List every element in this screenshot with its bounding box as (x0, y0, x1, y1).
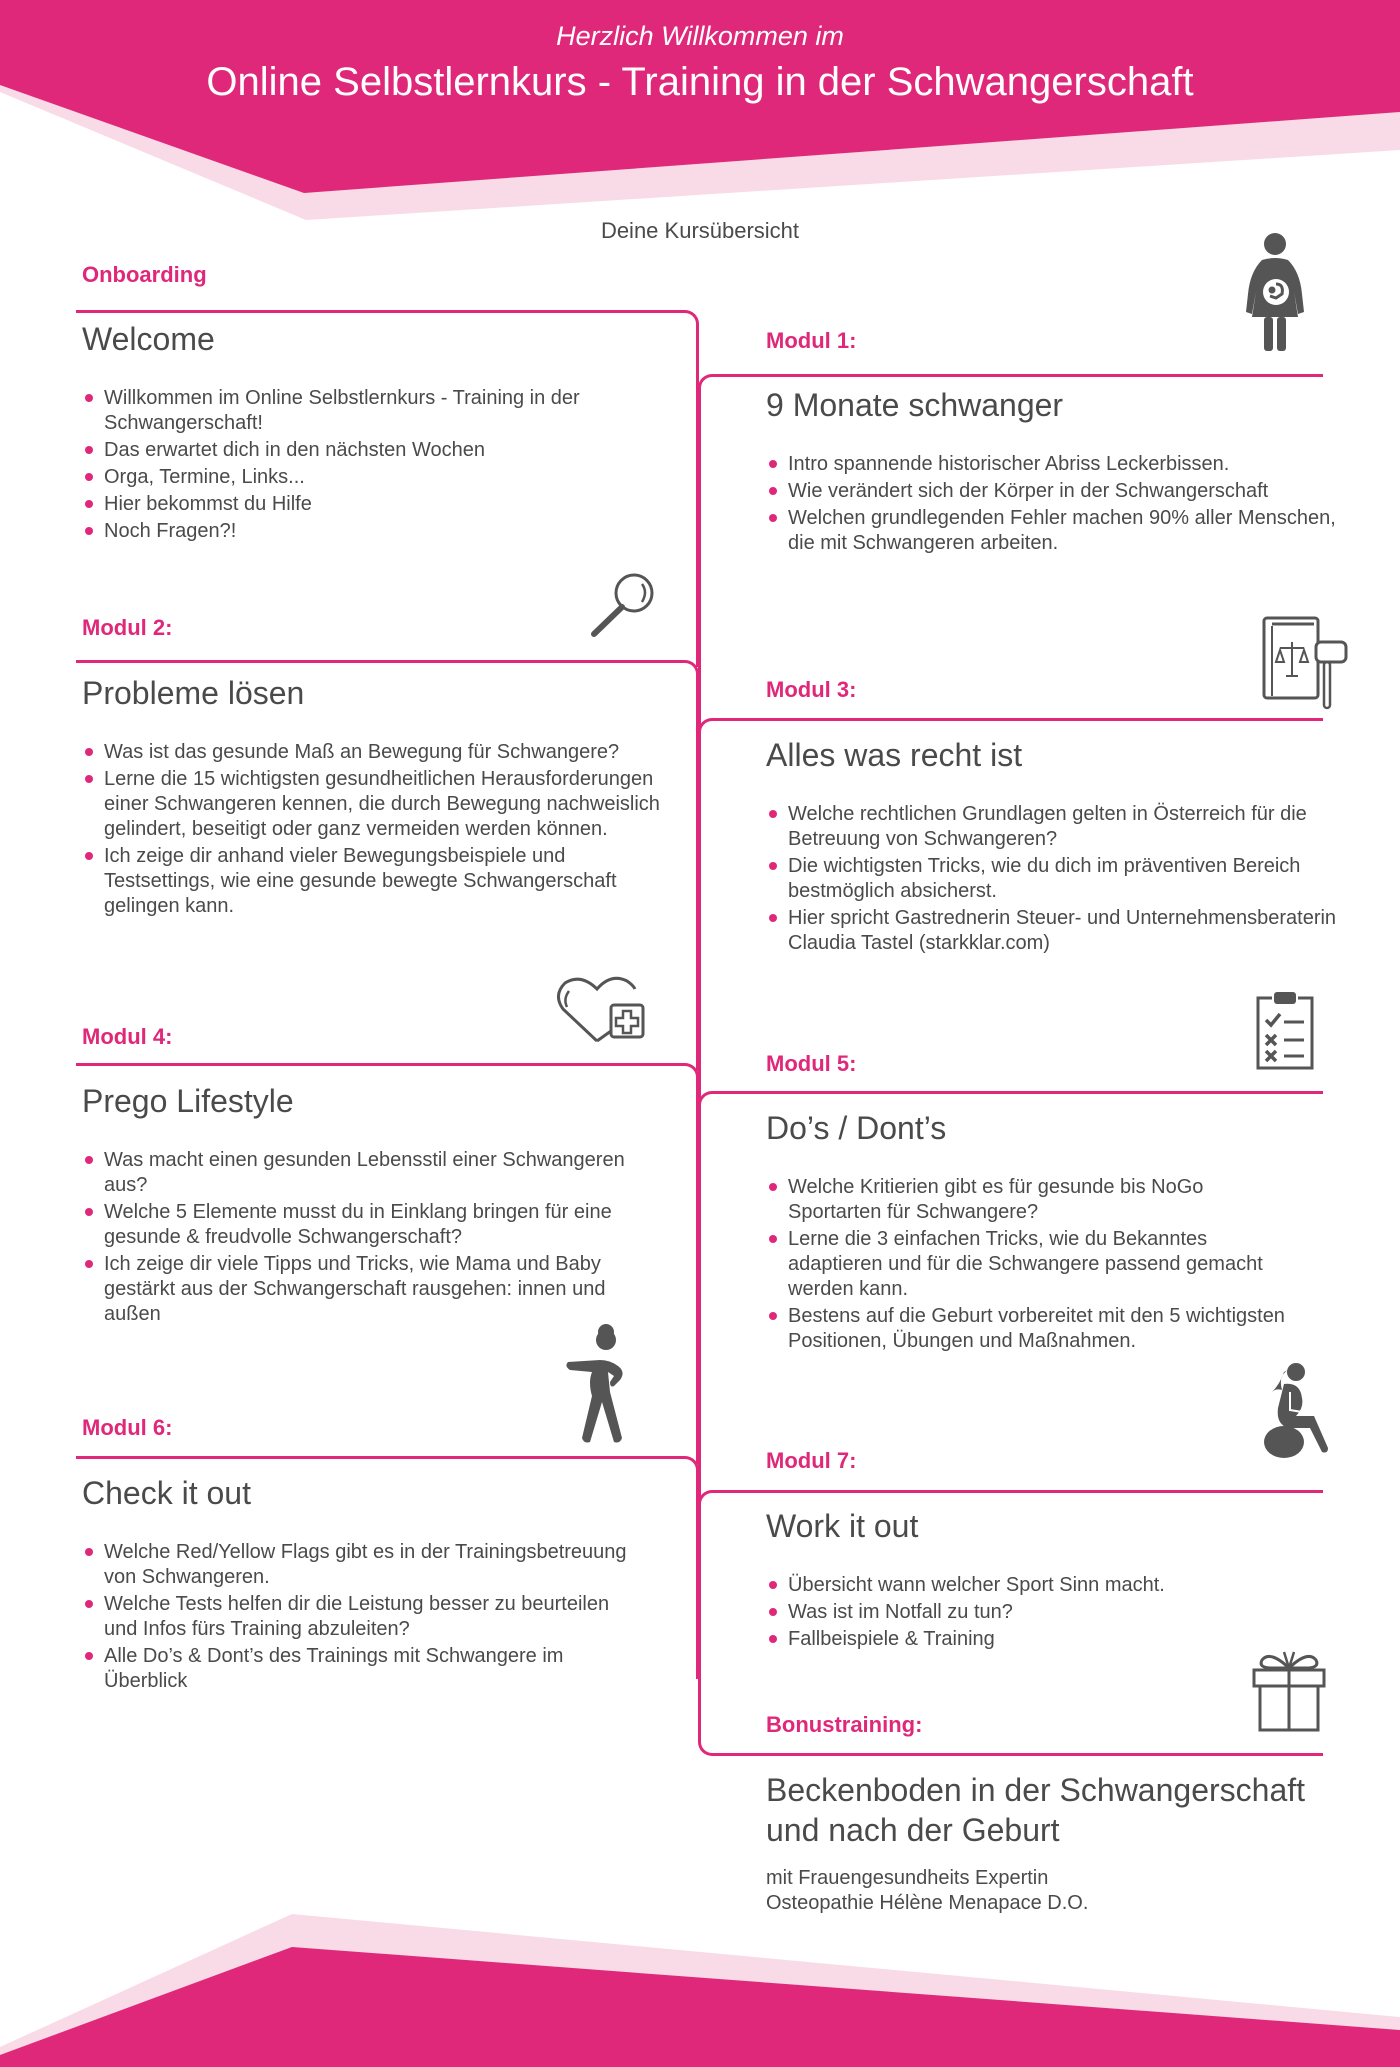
list-item: Bestens auf die Geburt vorbereitet mit den 5 wichtigsten Positionen, Übungen und Maßnahmen. (768, 1304, 1288, 1354)
section-title-9-monate: 9 Monate schwanger (766, 387, 1064, 423)
list-item: Hier spricht Gastrednerin Steuer- und Unternehmensberaterin Claudia Tastel (starkklar.com) (768, 906, 1338, 956)
list-item: Hier bekommst du Hilfe (84, 492, 584, 517)
list-item: Willkommen im Online Selbstlernkurs - Training in der Schwangerschaft! (84, 386, 584, 436)
list-item: Wie verändert sich der Körper in der Schwangerschaft (768, 479, 1338, 504)
list-item: Was ist im Notfall zu tun? (768, 1600, 1238, 1625)
bullet-list-modul-5 (768, 1175, 1288, 1356)
exercising-woman-icon (562, 1320, 632, 1445)
list-item: Was ist das gesunde Maß an Bewegung für Schwangere? (84, 740, 674, 765)
heart-medical-icon (555, 975, 650, 1050)
section-label-modul-4: Modul 4: (82, 1024, 173, 1049)
bonus-title: Beckenboden in der Schwangerschaft und nach der Geburt (766, 1772, 1306, 1848)
list-item: Fallbeispiele & Training (768, 1627, 1238, 1652)
section-title-probleme-loesen: Probleme lösen (82, 675, 305, 711)
section-label-modul-7: Modul 7: (766, 1448, 857, 1473)
section-title-alles-was-recht-ist: Alles was recht ist (766, 737, 1023, 773)
list-item: Was macht einen gesunden Lebensstil einer Schwangeren aus? (84, 1148, 644, 1198)
section-label-bonus: Bonustraining: (766, 1712, 923, 1737)
list-item: Orga, Termine, Links... (84, 465, 584, 490)
list-item: Das erwartet dich in den nächsten Wochen (84, 438, 584, 463)
bonus-subtitle: mit Frauengesundheits Expertin Osteopathie Hélène Menapace D.O. (766, 1867, 1089, 1914)
list-item: Lerne die 15 wichtigsten gesundheitlichen Herausforderungen einer Schwangeren kennen, die durch Bewegung nachweislich gelindert, beseitigt oder ganz vermeiden werden können. (84, 767, 674, 842)
list-item: Welche Red/Yellow Flags gibt es in der Trainingsbetreuung von Schwangeren. (84, 1540, 644, 1590)
gift-icon (1250, 1648, 1328, 1734)
section-title-welcome: Welcome (82, 321, 215, 357)
section-title-dos-donts: Do’s / Dont’s (766, 1110, 947, 1146)
list-item: Welche Kritierien gibt es für gesunde bis NoGo Sportarten für Schwangere? (768, 1175, 1288, 1225)
section-label-modul-3: Modul 3: (766, 677, 857, 702)
list-item: Welche rechtlichen Grundlagen gelten in Österreich für die Betreuung von Schwangeren? (768, 802, 1338, 852)
section-label-modul-5: Modul 5: (766, 1051, 857, 1076)
magnifier-icon (586, 570, 658, 642)
law-book-gavel-icon (1258, 612, 1354, 712)
bullet-list-modul-3 (768, 802, 1338, 958)
section-title-check-it-out: Check it out (82, 1475, 251, 1511)
list-item: Intro spannende historischer Abriss Leckerbissen. (768, 452, 1338, 477)
list-item: Ich zeige dir viele Tipps und Tricks, wie Mama und Baby gestärkt aus der Schwangerschaft rausgehen: innen und außen (84, 1252, 644, 1327)
pregnant-woman-on-ball-icon (1262, 1362, 1332, 1462)
page-title: Online Selbstlernkurs - Training in der Schwangerschaft (206, 60, 1194, 104)
bullet-list-modul-4 (84, 1148, 644, 1329)
section-label-onboarding: Onboarding (82, 262, 207, 287)
bullet-list-modul-7 (768, 1573, 1238, 1654)
list-item: Welchen grundlegenden Fehler machen 90% aller Menschen, die mit Schwangeren arbeiten. (768, 506, 1338, 556)
list-item: Alle Do’s & Dont’s des Trainings mit Schwangere im Überblick (84, 1644, 644, 1694)
bullet-list-modul-1 (768, 452, 1338, 558)
pregnant-woman-icon (1240, 232, 1320, 352)
list-item: Welche 5 Elemente musst du in Einklang bringen für eine gesunde & freudvolle Schwangerschaft? (84, 1200, 644, 1250)
section-label-modul-2: Modul 2: (82, 615, 173, 640)
section-label-modul-6: Modul 6: (82, 1415, 173, 1440)
list-item: Übersicht wann welcher Sport Sinn macht. (768, 1573, 1238, 1598)
bullet-list-modul-2 (84, 740, 674, 921)
checklist-clipboard-icon (1254, 990, 1316, 1072)
list-item: Noch Fragen?! (84, 519, 584, 544)
list-item: Die wichtigsten Tricks, wie du dich im präventiven Bereich bestmöglich absicherst. (768, 854, 1338, 904)
list-item: Welche Tests helfen dir die Leistung besser zu beurteilen und Infos fürs Training abzuleiten? (84, 1592, 644, 1642)
section-title-prego-lifestyle: Prego Lifestyle (82, 1083, 294, 1119)
list-item: Ich zeige dir anhand vieler Bewegungsbeispiele und Testsettings, wie eine gesunde bewegte Schwangerschaft gelingen kann. (84, 844, 674, 919)
bullet-list-modul-6 (84, 1540, 644, 1696)
header-greeting: Herzlich Willkommen im (556, 21, 844, 51)
section-label-modul-1: Modul 1: (766, 328, 857, 353)
bullet-list-welcome (84, 386, 584, 546)
list-item: Lerne die 3 einfachen Tricks, wie du Bekanntes adaptieren und für die Schwangere passend gemacht werden kann. (768, 1227, 1288, 1302)
section-title-work-it-out: Work it out (766, 1508, 919, 1544)
overview-heading: Deine Kursübersicht (600, 218, 800, 243)
